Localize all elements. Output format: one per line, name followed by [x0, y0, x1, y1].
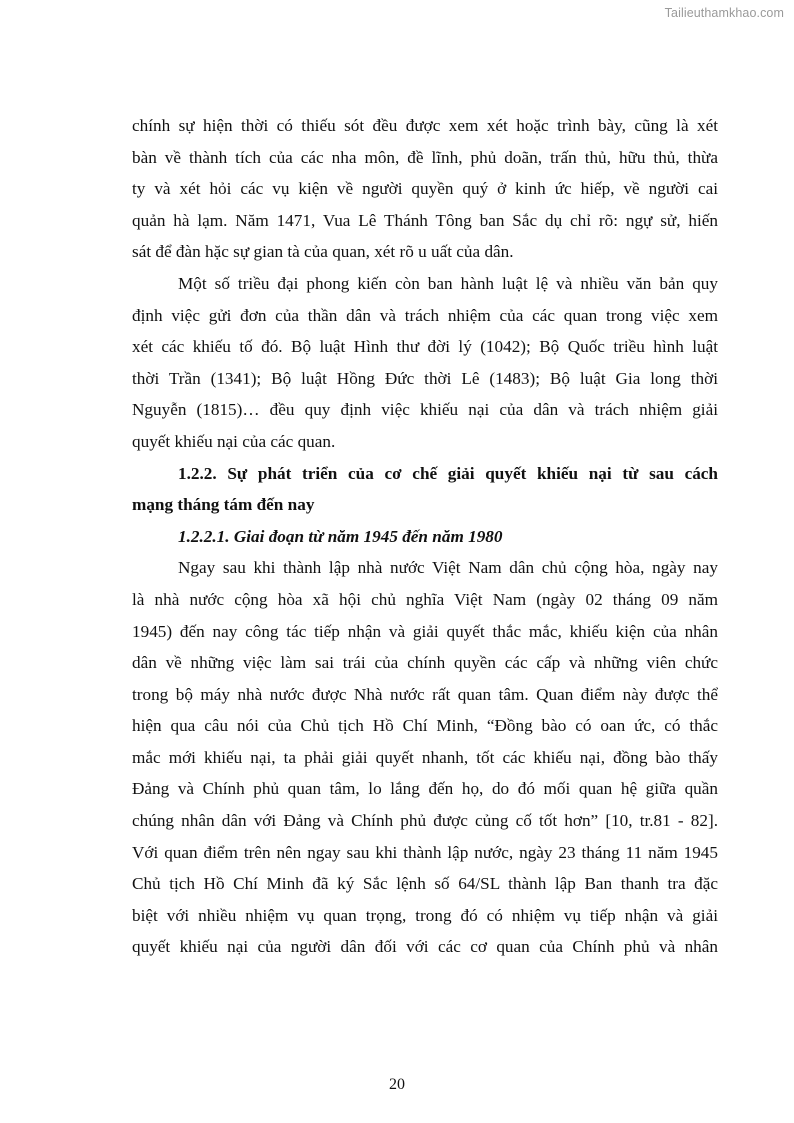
text-line: trong bộ máy nhà nước được Nhà nước rất quan tâm. Quan điểm này được thể	[132, 684, 718, 704]
text-line: thời Trần (1341); Bộ luật Hồng Đức thời Lê (1483); Bộ luật Gia long thời	[132, 368, 718, 388]
text-line: Nguyễn (1815)… đều quy định việc khiếu nại của dân và trách nhiệm giải	[132, 400, 718, 420]
document-body	[132, 110, 718, 963]
text-line: là nhà nước cộng hòa xã hội chủ nghĩa Việt Nam (ngày 02 tháng 09 năm	[132, 589, 718, 609]
text-line: Đảng và Chính phủ quan tâm, lo lắng đến họ, do đó mối quan hệ giữa quần	[132, 779, 718, 799]
heading-line: mạng tháng tám đến nay	[132, 495, 315, 515]
page-number: 20	[389, 1076, 405, 1093]
text-line: hiện qua câu nói của Chủ tịch Hồ Chí Minh, “Đồng bào có oan ức, có thắc	[132, 716, 718, 736]
paragraph	[132, 552, 718, 963]
text-line: bàn về thành tích của các nha môn, đề lĩnh, phủ doãn, trấn thủ, hữu thủ, thừa	[132, 147, 718, 167]
subheading-line: 1.2.2.1. Giai đoạn từ năm 1945 đến năm 1980	[178, 526, 503, 546]
text-line: sát để đàn hặc sự gian tà của quan, xét rõ u uất của dân.	[132, 242, 514, 262]
watermark: Tailieuthamkhao.com	[664, 6, 784, 20]
text-line: ty và xét hỏi các vụ kiện về người quyền quý ở kinh ức hiếp, về người cai	[132, 179, 718, 199]
text-line: biệt với nhiều nhiệm vụ quan trọng, trong đó có nhiệm vụ tiếp nhận và giải	[132, 905, 718, 925]
text-line: định việc gửi đơn của thần dân và trách nhiệm của các quan trong việc xem	[132, 305, 718, 325]
heading-line: 1.2.2. Sự phát triển của cơ chế giải quyết khiếu nại từ sau cách	[178, 463, 718, 483]
section-heading	[132, 458, 718, 521]
text-line: mắc mới khiếu nại, ta phải giải quyết nhanh, tốt các khiếu nại, đồng bào thấy	[132, 747, 718, 767]
text-line: xét các khiếu tố đó. Bộ luật Hình thư đời lý (1042); Bộ Quốc triều hình luật	[132, 337, 718, 357]
paragraph	[132, 268, 718, 458]
text-line: quản hà lạm. Năm 1471, Vua Lê Thánh Tông ban Sắc dụ chỉ rõ: ngự sử, hiến	[132, 210, 718, 230]
text-line: quyết khiếu nại của người dân đối với các cơ quan của Chính phủ và nhân	[132, 937, 718, 957]
text-line: Chủ tịch Hồ Chí Minh đã ký Sắc lệnh số 64/SL thành lập Ban thanh tra đặc	[132, 874, 718, 894]
text-line: 1945) đến nay công tác tiếp nhận và giải quyết thắc mắc, khiếu kiện của nhân	[132, 621, 718, 641]
text-line: Ngay sau khi thành lập nhà nước Việt Nam dân chủ cộng hòa, ngày nay	[178, 558, 718, 578]
text-line: quyết khiếu nại của các quan.	[132, 431, 336, 451]
text-line: chúng nhân dân với Đảng và Chính phủ được củng cố tốt hơn” [10, tr.81 - 82].	[132, 811, 718, 831]
text-line: dân về những việc làm sai trái của chính quyền các cấp và những viên chức	[132, 653, 718, 673]
subsection-heading	[132, 521, 718, 553]
text-line: Với quan điểm trên nên ngay sau khi thành lập nước, ngày 23 tháng 11 năm 1945	[132, 842, 718, 862]
text-line: chính sự hiện thời có thiếu sót đều được xem xét hoặc trình bày, cũng là xét	[132, 116, 718, 135]
text-line: Một số triều đại phong kiến còn ban hành luật lệ và nhiều văn bản quy	[178, 273, 718, 293]
paragraph	[132, 110, 718, 268]
